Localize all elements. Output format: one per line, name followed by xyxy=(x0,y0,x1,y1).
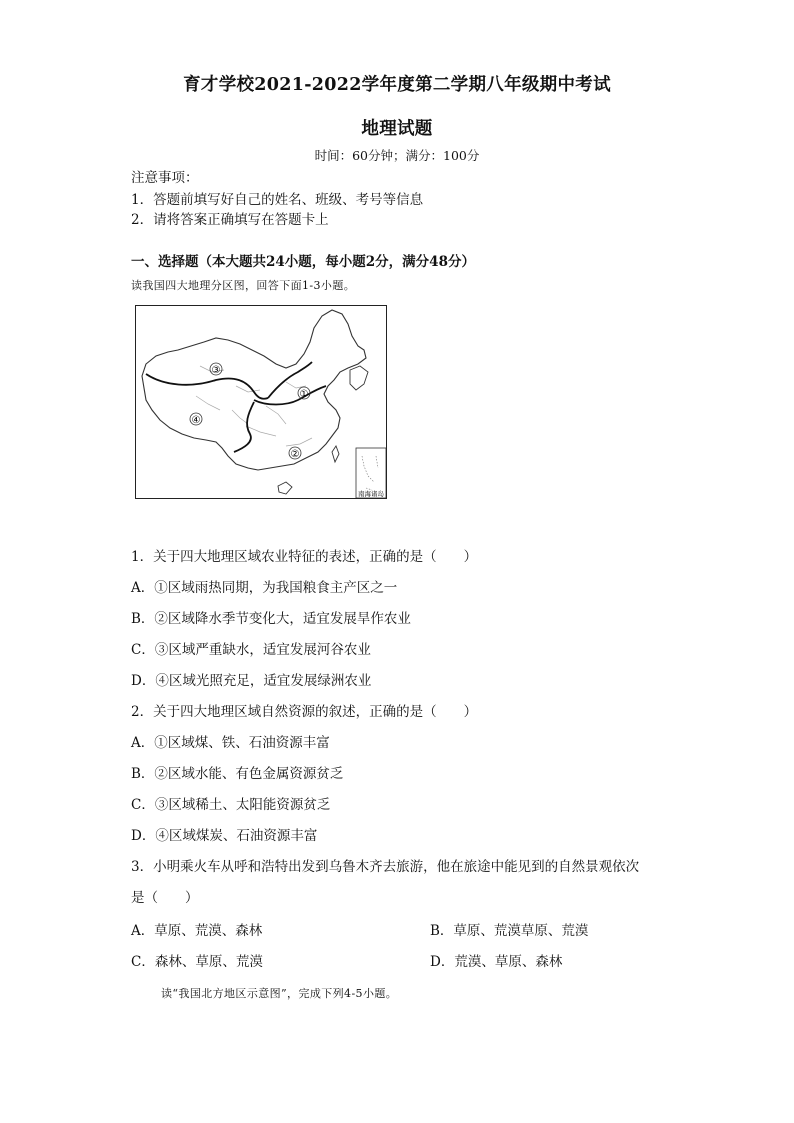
q3-option-a: A．草原、荒漠、森林 xyxy=(131,923,263,939)
exam-title: 育才学校2021-2022学年度第二学期八年级期中考试 xyxy=(183,75,611,95)
notes-heading: 注意事项： xyxy=(131,170,199,186)
question-3-stem-cont: 是（ ） xyxy=(131,890,199,906)
question-3-stem: 3．小明乘火车从呼和浩特出发到乌鲁木齐去旅游，他在旅途中能见到的自然景观依次 xyxy=(131,859,640,875)
region-label-3: ③ xyxy=(211,365,221,376)
next-section-intro: 读“我国北方地区示意图”，完成下列4-5小题。 xyxy=(161,987,398,1000)
exam-subtitle: 地理试题 xyxy=(361,119,433,139)
boundary-plateau xyxy=(234,402,254,452)
q3-option-b: B．草原、荒漠草原、荒漠 xyxy=(430,923,589,939)
boundary-northwest xyxy=(146,374,268,399)
section-heading: 一、选择题（本大题共24小题，每小题2分，满分48分） xyxy=(131,254,475,270)
q2-option-c: C．③区域稀土、太阳能资源贫乏 xyxy=(131,797,331,813)
q2-option-a: A．①区域煤、铁、石油资源丰富 xyxy=(131,735,330,751)
region-label-2: ② xyxy=(290,449,300,460)
q3-option-d: D．荒漠、草原、森林 xyxy=(430,954,563,970)
question-2-stem: 2．关于四大地理区域自然资源的叙述，正确的是（ ） xyxy=(131,704,478,720)
q3-option-c: C．森林、草原、荒漠 xyxy=(131,954,263,970)
q1-option-b: B．②区域降水季节变化大，适宜发展旱作农业 xyxy=(131,611,411,627)
time-info: 时间：60分钟；满分：100分 xyxy=(314,148,480,163)
note-item-1: 1．答题前填写好自己的姓名、班级、考号等信息 xyxy=(131,192,424,208)
note-item-2: 2．请将答案正确填写在答题卡上 xyxy=(131,212,329,228)
question-1-stem: 1．关于四大地理区域农业特征的表述，正确的是（ ） xyxy=(131,549,478,565)
china-region-map xyxy=(135,305,387,499)
taiwan-island xyxy=(332,446,339,462)
q1-option-d: D．④区域光照充足，适宜发展绿洲农业 xyxy=(131,673,372,689)
q1-option-c: C．③区域严重缺水，适宜发展河谷农业 xyxy=(131,642,371,658)
q2-option-d: D．④区域煤炭、石油资源丰富 xyxy=(131,828,318,844)
map-drawing xyxy=(136,306,386,498)
boundary-qinling xyxy=(254,386,326,405)
q2-option-b: B．②区域水能、有色金属资源贫乏 xyxy=(131,766,344,782)
province-lines xyxy=(196,366,312,446)
section-intro: 读我国四大地理分区图，回答下面1-3小题。 xyxy=(131,279,356,292)
q1-option-a: A．①区域雨热同期，为我国粮食主产区之一 xyxy=(131,580,398,596)
hainan-island xyxy=(278,482,292,494)
china-outline xyxy=(142,310,366,470)
region-label-4: ④ xyxy=(191,415,201,426)
inset-label: 南海诸岛 xyxy=(358,490,384,498)
region-label-1: ① xyxy=(299,389,309,400)
korea-outline xyxy=(350,366,368,390)
